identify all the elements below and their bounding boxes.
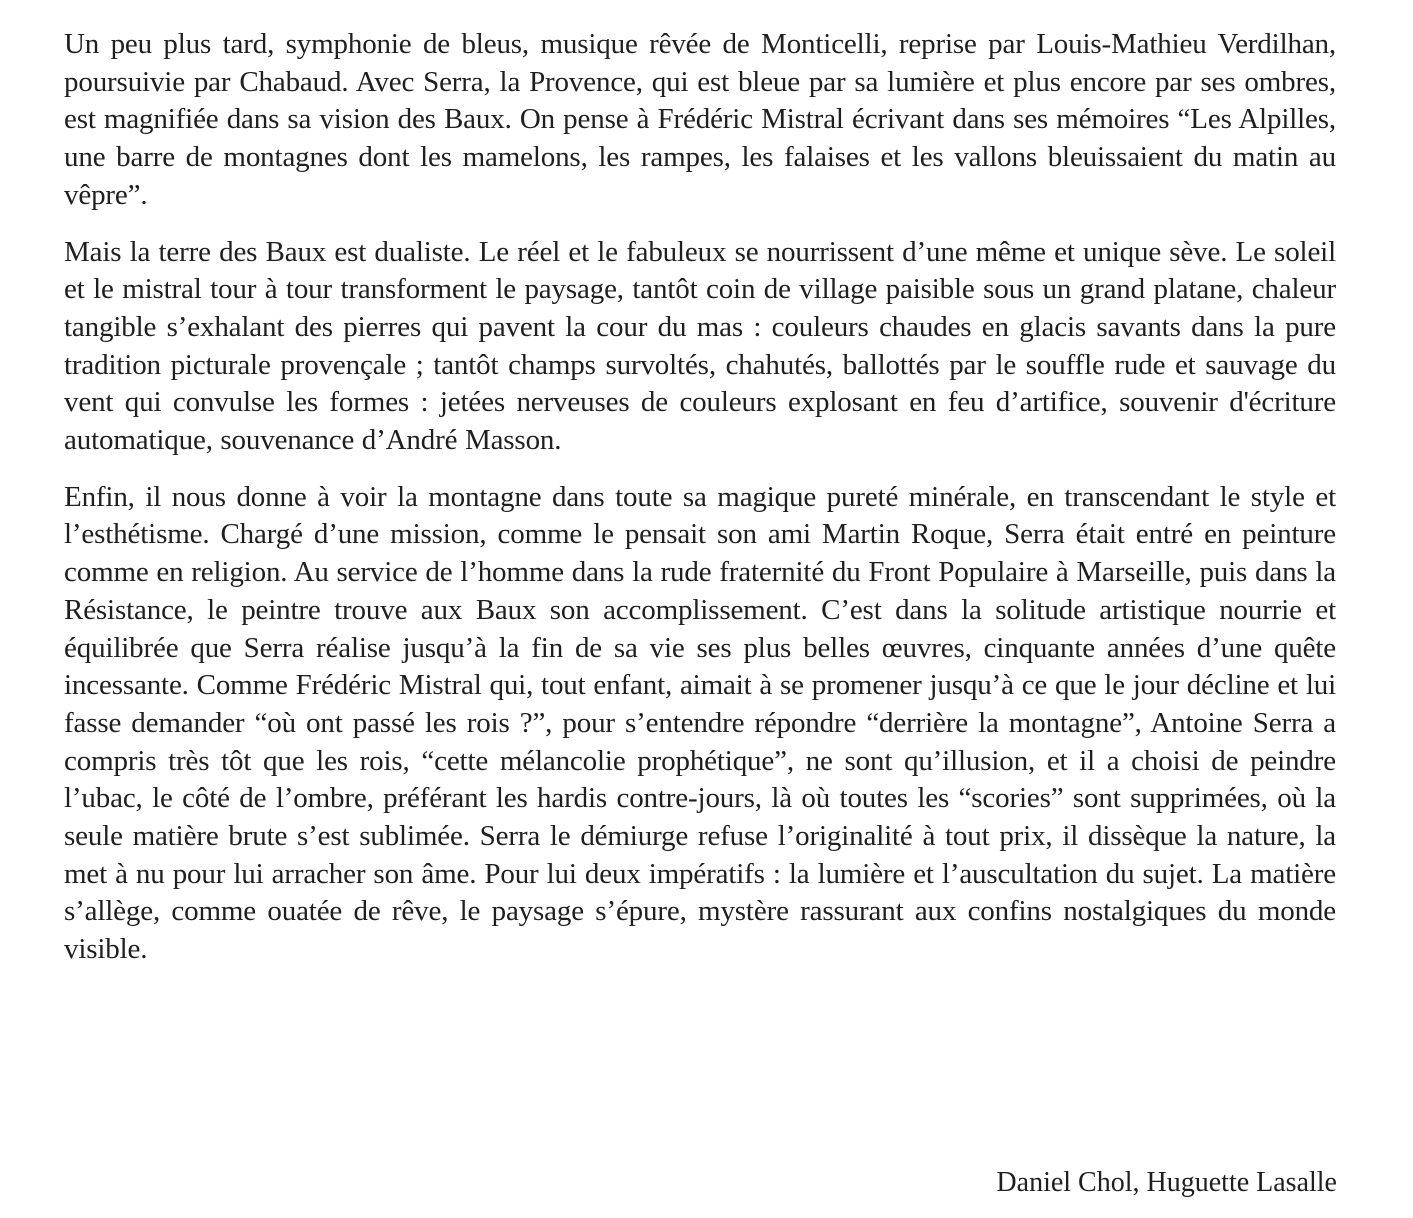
paragraph-1: Un peu plus tard, symphonie de bleus, musique rêvée de Monticelli, reprise par Louis-Mathieu Verdilhan, poursuivie par Chabaud. Avec Serra, la Provence, qui est bleue par sa lumière et plus encore par ses ombres, est magnifiée dans sa vision des Baux. On pense à Frédéric Mistral écrivant dans ses mémoires “Les Alpilles, une barre de montagnes dont les mamelons, les rampes, les falaises et les vallons bleuissaient du matin au vêpre”. [64, 28, 1336, 211]
author-signature: Daniel Chol, Huguette Lasalle [996, 1167, 1337, 1198]
document-body [64, 26, 1336, 988]
paragraph-2: Mais la terre des Baux est dualiste. Le réel et le fabuleux se nourrissent d’une même et unique sève. Le soleil et le mistral tour à tour transforment le paysage, tantôt coin de village paisible sous un grand platane, chaleur tangible s’exhalant des pierres qui pavent la cour du mas : couleurs chaudes en glacis savants dans la pure tradition picturale provençale ; tantôt champs survoltés, chahutés, ballottés par le souffle rude et sauvage du vent qui convulse les formes : jetées nerveuses de couleurs explosant en feu d’artifice, souvenir d'écriture automatique, souvenance d’André Masson. [64, 235, 1336, 457]
paragraph-3: Enfin, il nous donne à voir la montagne dans toute sa magique pureté minérale, en transcendant le style et l’esthétisme. Chargé d’une mission, comme le pensait son ami Martin Roque, Serra était entré en peinture comme en religion. Au service de l’homme dans la rude fraternité du Front Populaire à Marseille, puis dans la Résistance, le peintre trouve aux Baux son accomplissement. C’est dans la solitude artistique nourrie et équilibrée que Serra réalise jusqu’à la fin de sa vie ses plus belles œuvres, cinquante années d’une quête incessante. Comme Frédéric Mistral qui, tout enfant, aimait à se promener jusqu’à ce que le jour décline et lui fasse demander “où ont passé les rois ?”, pour s’entendre répondre “derrière la montagne”, Antoine Serra a compris très tôt que les rois, “cette mélancolie prophétique”, ne sont qu’illusion, et il a choisi de peindre l’ubac, le côté de l’ombre, préférant les hardis contre-jours, là où toutes les “scories” sont supprimées, où la seule matière brute s’est sublimée. Serra le démiurge refuse l’originalité à tout prix, il dissèque la nature, la met à nu pour lui arracher son âme. Pour lui deux impératifs : la lumière et l’auscultation du sujet. La matière s’allège, comme ouatée de rêve, le paysage s’épure, mystère rassurant aux confins nostalgiques du monde visible. [64, 480, 1336, 966]
